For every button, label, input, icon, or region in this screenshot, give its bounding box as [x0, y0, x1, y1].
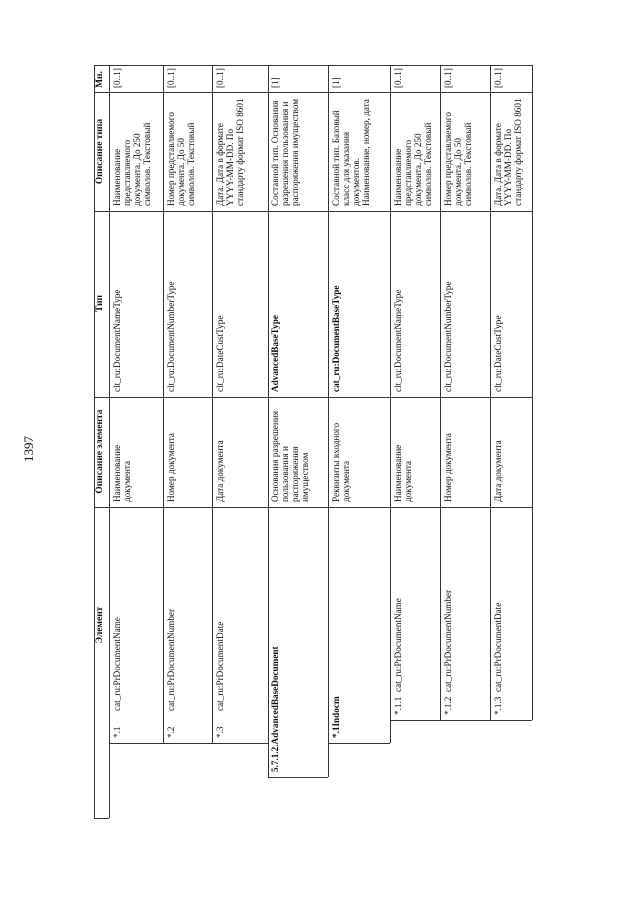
- table-line: [268, 65, 269, 777]
- table-line: [390, 65, 391, 743]
- table-line: [94, 211, 532, 212]
- table-line: [440, 65, 441, 720]
- table-line: [109, 65, 110, 818]
- table-line: [163, 65, 164, 743]
- table-line: [109, 743, 268, 744]
- table-line: [532, 65, 533, 720]
- table-line: [328, 65, 329, 777]
- table-line: [94, 818, 109, 819]
- table-line: [490, 65, 491, 720]
- table-line: [94, 397, 532, 398]
- table-line: [328, 743, 390, 744]
- table-line: [94, 65, 532, 66]
- table-line: [268, 777, 328, 778]
- table-line: [94, 92, 532, 93]
- table-line: [94, 507, 532, 508]
- table-line: [212, 65, 213, 743]
- table-line: [390, 720, 532, 721]
- page-number: 1397: [21, 436, 36, 462]
- element-table: Мн. Описание типа Тип Описание элемента Элемент *.1 cat_ru:PrDocumentName Наименование документа clt_ru:DocumentNameType Наименование представляемого документа. До 250 символов. Текстовый [0..1] *.2 cat_ru:PrDocumentNumber Номер документа clt_ru:DocumentNumberType Номер представляемого документа. До 50 символов. Текстовый [0..1] *.3 cat_ru:PrDocumentDate Дата документа clt_ru:DateCustType Дата. Дата в формате YYYY-MM-DD. По стандарту формат ISO 8601 [0..1] 5.7.1.2.AdvancedBaseDocument Основания разрешения пользования и распоряжения имуществом AdvancedBaseType Составной тип. Основания разрешения пользования и распоряжения имуществом [1] *.1Indocm Реквизиты входного документа cat_ru:DocumentBaseType Составной тип. Базовый класс для указания документов. Наименование, номер, дата [1] *.1.1 cat_ru:PrDocumentName Наименование документа clt_ru:DocumentNameType Наименование представляемого документа. До 250 символов. Текстовый [0..1] *.1.2 cat_ru:PrDocumentNumber Номер документа clt_ru:DocumentNumberType Номер представляемого документа. До 50 символов. Текстовый [0..1] *.1.3 cat_ru:PrDocumentDate Дата документа clt_ru:DateCustType Дата. Дата в формате YYYY-MM-DD. По стандарту формат ISO 8601 [0..1]: [0, 0, 640, 905]
